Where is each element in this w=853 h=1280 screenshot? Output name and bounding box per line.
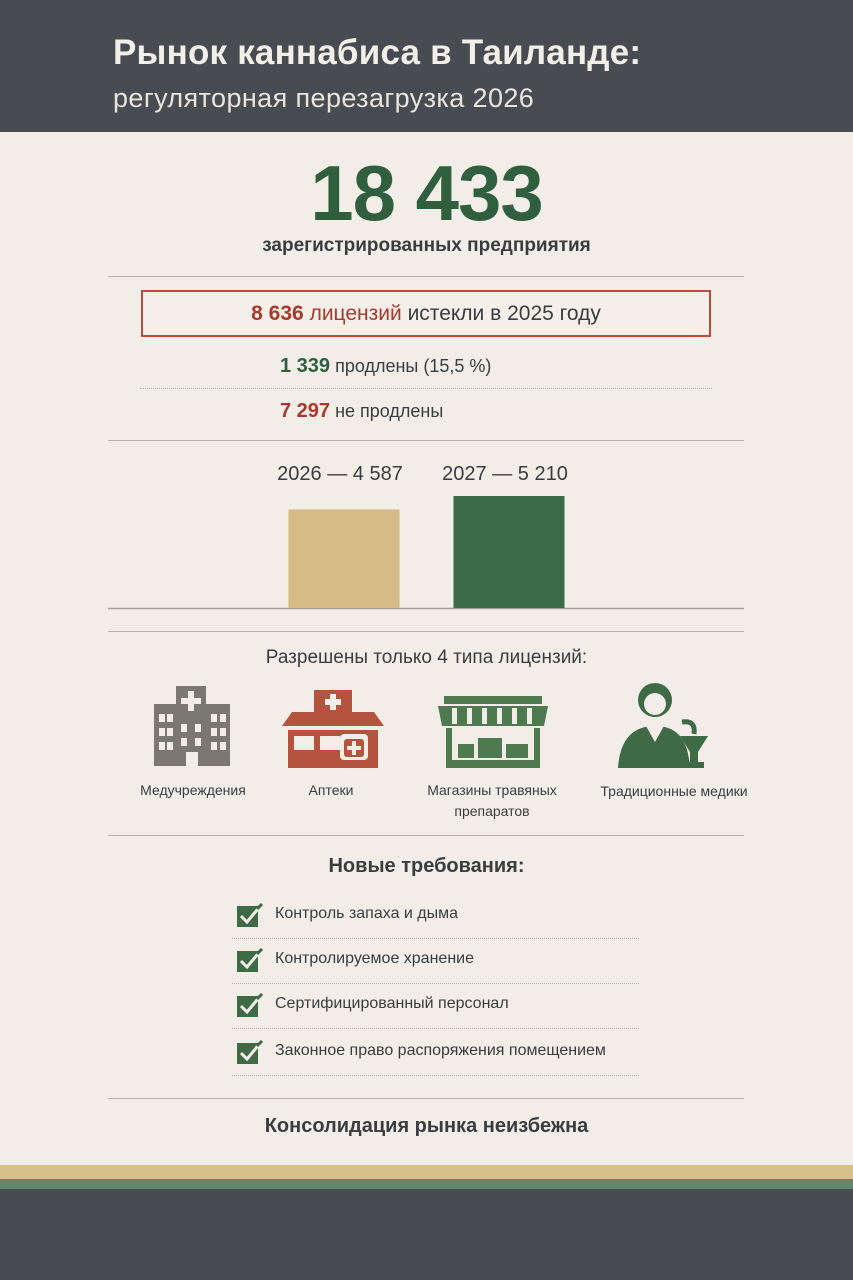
divider (108, 276, 744, 277)
footer-stripe-green (0, 1179, 853, 1189)
bar-2027 (454, 496, 565, 608)
license-label-traditional: Традиционные медики (600, 783, 748, 799)
license-label-herbal: Магазины травяных препаратов (427, 782, 557, 819)
renewed-text: продлены (15,5 %) (335, 356, 492, 376)
dotted-divider (140, 388, 712, 389)
requirement-text: Контролируемое хранение (275, 950, 474, 967)
divider (108, 631, 744, 632)
requirements-title: Новые требования: (328, 855, 525, 877)
registered-count: 18 433 (310, 149, 543, 237)
herbal-shop-icon (434, 694, 552, 770)
page-title: Рынок каннабиса в Таиланде: (113, 33, 642, 72)
dotted-divider (232, 1075, 639, 1076)
requirement-text: Контроль запаха и дыма (275, 905, 459, 922)
expired-suffix: лицензий (309, 302, 402, 325)
conclusion-text: Консолидация рынка неизбежна (264, 1115, 589, 1137)
dotted-divider (232, 983, 639, 984)
footer-bar (0, 1189, 853, 1280)
traditional-healer-icon (612, 680, 712, 770)
bar-label-2027: 2027 — 5 210 (442, 463, 568, 485)
hospital-icon (150, 684, 236, 770)
not-renewed-stat (280, 400, 443, 423)
expired-licenses-box (141, 290, 711, 337)
requirement-text: Законное право распоряжения помещением (275, 1042, 606, 1059)
renewed-count: 1 339 (280, 355, 331, 377)
divider (108, 1098, 744, 1099)
page-subtitle: регуляторная перезагрузка 2026 (113, 83, 535, 113)
license-label-medical: Медучреждения (140, 782, 246, 798)
pharmacy-icon (278, 688, 388, 770)
not-renewed-text: не продлены (335, 401, 444, 421)
licenses-title: Разрешены только 4 типа лицензий: (265, 647, 588, 668)
checkbox-icon (237, 993, 265, 1017)
not-renewed-count: 7 297 (280, 400, 331, 422)
divider (108, 835, 744, 836)
dotted-divider (232, 938, 639, 939)
checkbox-icon (237, 903, 265, 927)
expired-count: 8 636 (251, 302, 304, 325)
footer-stripe-tan (0, 1165, 853, 1179)
requirement-text: Сертифицированный персонал (275, 995, 509, 1012)
dotted-divider (232, 1028, 639, 1029)
checkbox-icon (237, 948, 265, 972)
bar-2026 (289, 509, 400, 608)
license-label-pharmacy: Аптеки (308, 782, 354, 798)
divider (108, 440, 744, 441)
header-banner (0, 0, 853, 132)
checkbox-icon (237, 1040, 265, 1064)
renewed-stat (280, 355, 491, 378)
licenses-bar-chart (0, 450, 853, 615)
bar-label-2026: 2026 — 4 587 (277, 463, 403, 485)
registered-label: зарегистрированных предприятия (262, 235, 591, 256)
expired-text: истекли в 2025 году (407, 302, 601, 325)
